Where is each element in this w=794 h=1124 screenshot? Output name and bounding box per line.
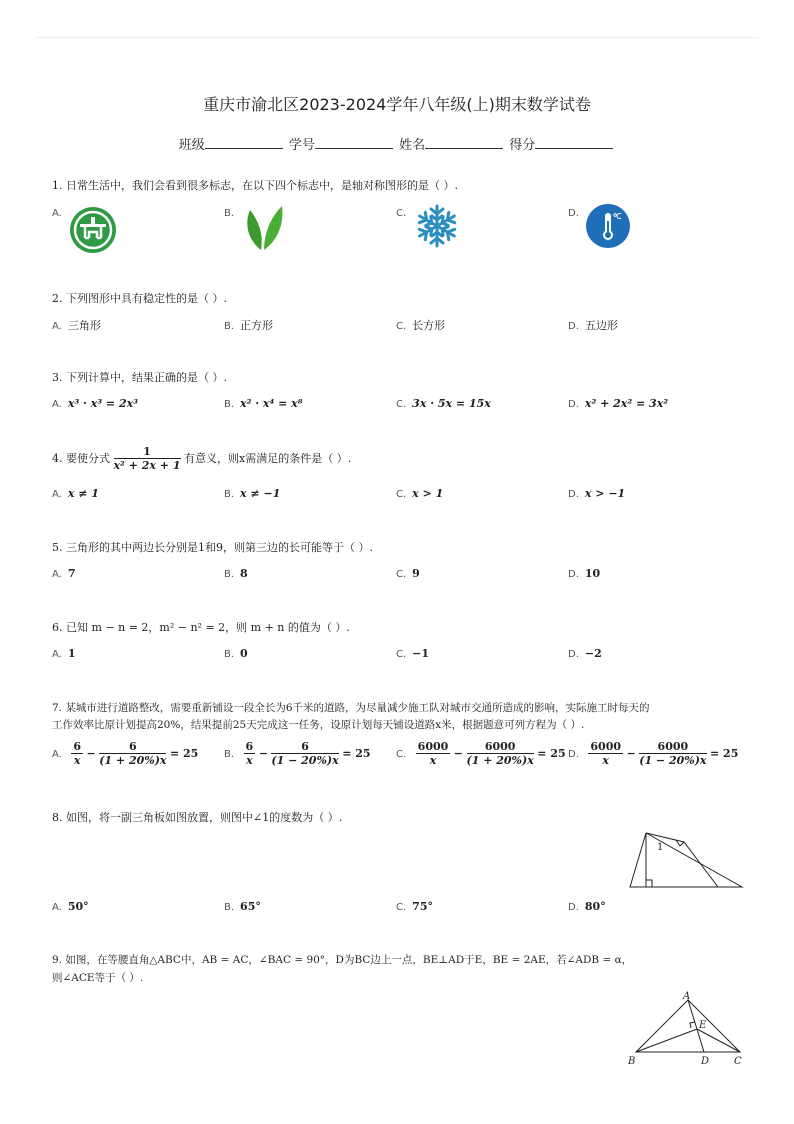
question-7-line-2: 工作效率比原计划提高20%，结果提前25天完成这一任务，设原计划每天铺设道路x米，根据题意可列方程为（ ）. (52, 719, 585, 731)
q8-text-a: 50° (67, 900, 89, 913)
q6-label-b: B. (224, 649, 235, 660)
page-title: 重庆市渝北区2023-2024学年八年级(上)期末数学试卷 (203, 95, 591, 114)
q4-label-b: B. (224, 489, 235, 500)
q7d-minus: − (626, 747, 636, 760)
q8-option-d[interactable] (568, 900, 606, 913)
q3-option-d[interactable] (568, 397, 668, 410)
q8-option-c[interactable] (396, 900, 433, 913)
green-leaves-icon (242, 200, 284, 252)
q6-option-b[interactable] (224, 647, 248, 660)
q6-option-d[interactable] (568, 647, 602, 660)
q7c-num-1: 6000 (417, 740, 449, 753)
question-2-text: 2. 下列图形中具有稳定性的是（ ）. (52, 292, 227, 305)
q3-option-b[interactable] (224, 397, 303, 410)
question-8-text: 8. 如图，将一副三角板如图放置，则图中∠1的度数为（ ）. (52, 811, 343, 824)
q3-text-b: x² · x⁴ = x⁸ (240, 397, 303, 410)
point-e-label: E (699, 1020, 707, 1031)
q7a-num-1: 6 (73, 740, 81, 753)
q6-label-c: C. (396, 649, 407, 660)
q1-label-d: D. (568, 208, 579, 219)
q3-label-b: B. (224, 399, 235, 410)
q2-text-c: 长方形 (412, 319, 446, 332)
q7d-frac-1 (588, 740, 623, 768)
q4-option-d[interactable] (568, 487, 625, 500)
q8-option-b[interactable] (224, 900, 261, 913)
q4-option-a[interactable] (52, 487, 99, 500)
thermometer-circle-icon (585, 203, 631, 249)
q7-label-b: B. (224, 749, 235, 760)
q7c-den-2: (1 + 20%)x (466, 754, 534, 767)
q7b-frac-2 (271, 740, 338, 768)
q5-label-c: C. (396, 569, 407, 580)
q4-frac-den: x² + 2x + 1 (113, 459, 181, 472)
q8-angle-label: 1 (657, 842, 664, 853)
q2-option-c[interactable] (396, 317, 445, 333)
q4-fraction (114, 445, 181, 473)
q6-text-a: 1 (67, 647, 76, 660)
q7b-num-2: 6 (271, 740, 338, 754)
q7a-den-2: (1 + 20%)x (99, 754, 167, 767)
q2-label-d: D. (568, 321, 579, 332)
q1-option-c[interactable] (396, 206, 412, 219)
q5-option-d[interactable] (568, 567, 600, 580)
triangle-rulers-diagram (626, 830, 744, 890)
q7a-den-1: x (73, 754, 81, 767)
point-c-label: C (734, 1056, 742, 1067)
isosceles-right-triangle-diagram (628, 996, 744, 1058)
q4-text-b: x ≠ −1 (240, 487, 281, 500)
q4-text-d: x > −1 (584, 487, 626, 500)
q2-option-b[interactable] (224, 317, 273, 333)
q6-label-a: A. (52, 649, 62, 660)
q7d-num-2: 6000 (639, 740, 706, 754)
q2-text-b: 正方形 (240, 319, 274, 332)
q2-text-a: 三角形 (67, 319, 101, 332)
top-rule (36, 37, 758, 38)
q8-label-c: C. (396, 902, 407, 913)
score-blank[interactable] (535, 136, 613, 149)
q7d-num-1: 6000 (590, 740, 622, 753)
q2-label-a: A. (52, 321, 62, 332)
q1-option-d[interactable] (568, 206, 585, 219)
q5-text-d: 10 (584, 567, 601, 580)
q3-option-c[interactable] (396, 397, 491, 410)
q3-option-a[interactable] (52, 397, 138, 410)
question-9-line-2: 则∠ACE等于（ ）. (52, 972, 144, 984)
q7d-den-2: (1 − 20%)x (639, 754, 707, 767)
snowflake-icon (414, 203, 460, 249)
q1-option-b[interactable] (224, 206, 240, 219)
name-label: 姓名 (399, 138, 426, 153)
question-3-text: 3. 下列计算中，结果正确的是（ ）. (52, 371, 227, 384)
q7b-den-2: (1 − 20%)x (271, 754, 339, 767)
q4-frac-num: 1 (114, 445, 181, 459)
student-info-line (0, 134, 794, 153)
q5-text-c: 9 (412, 567, 420, 580)
name-blank[interactable] (425, 136, 503, 149)
q7-label-c: C. (396, 749, 407, 760)
q3-label-c: C. (396, 399, 407, 410)
q5-label-b: B. (224, 569, 235, 580)
q5-label-a: A. (52, 569, 62, 580)
q2-label-c: C. (396, 321, 407, 332)
q5-option-b[interactable] (224, 567, 248, 580)
q7a-frac-2 (99, 740, 166, 768)
q7-label-d: D. (568, 749, 579, 760)
question-9-line-1: 9. 如图，在等腰直角△ABC中，AB = AC，∠BAC = 90°，D为BC边上一点，BE⊥AD于E，BE = 2AE，若∠ADB = α， (52, 954, 633, 966)
q4-option-b[interactable] (224, 487, 280, 500)
q7c-minus: − (453, 747, 464, 760)
q6-text-d: −2 (584, 647, 602, 660)
q4-text-a: x ≠ 1 (67, 487, 99, 500)
question-6-text: 6. 已知 m − n = 2，m² − n² = 2，则 m + n 的值为（ ）. (52, 621, 350, 634)
q7-option-a[interactable] (52, 740, 198, 768)
q5-text-b: 8 (240, 567, 248, 580)
point-b-label: B (628, 1056, 636, 1067)
q7c-den-1: x (429, 754, 437, 767)
q4-label-c: C. (396, 489, 407, 500)
q7b-minus: − (258, 747, 268, 760)
q8-label-a: A. (52, 902, 62, 913)
q7c-frac-1 (416, 740, 451, 768)
q7b-frac-1 (244, 740, 256, 768)
q4-text-c: x > 1 (412, 487, 444, 500)
q3-label-d: D. (568, 399, 579, 410)
q7d-den-1: x (602, 754, 609, 767)
class-label: 班级 (178, 138, 205, 153)
q7a-num-2: 6 (99, 740, 166, 754)
q3-label-a: A. (52, 399, 62, 410)
q6-option-a[interactable] (52, 647, 76, 660)
q8-label-d: D. (568, 902, 579, 913)
q8-label-b: B. (224, 902, 235, 913)
q7b-num-1: 6 (245, 740, 254, 753)
q5-option-c[interactable] (396, 567, 420, 580)
q7b-den-1: x (246, 754, 253, 767)
q3-text-c: 3x · 5x = 15x (412, 397, 491, 410)
q3-text-a: x³ · x³ = 2x³ (67, 397, 138, 410)
point-d-label: D (701, 1056, 710, 1067)
q7c-frac-2 (467, 740, 534, 768)
q8-text-c: 75° (412, 900, 433, 913)
q6-label-d: D. (568, 649, 579, 660)
q7d-frac-2 (639, 740, 706, 768)
q7-option-b[interactable] (224, 740, 371, 768)
q4-text-pre: 4. 要使分式 (52, 452, 110, 465)
q7a-eq: = 25 (169, 747, 199, 760)
q1-label-c: C. (396, 208, 407, 219)
q4-label-a: A. (52, 489, 62, 500)
q1-label-a: A. (52, 208, 62, 219)
q4-label-d: D. (568, 489, 579, 500)
score-label: 得分 (509, 138, 536, 153)
q7d-eq: = 25 (710, 747, 739, 760)
green-circle-logo-icon (68, 205, 118, 255)
q5-option-a[interactable] (52, 567, 76, 580)
q2-option-d[interactable] (568, 317, 618, 333)
q7b-eq: = 25 (342, 747, 371, 760)
q8-text-b: 65° (240, 900, 261, 913)
class-blank[interactable] (205, 136, 283, 149)
q7a-minus: − (86, 747, 96, 760)
q4-text-post: 有意义，则x需满足的条件是（ ）. (184, 452, 352, 465)
point-a-label: A (683, 991, 691, 1002)
q7a-frac-1 (71, 740, 83, 768)
question-4-text (52, 445, 351, 473)
q4-option-c[interactable] (396, 487, 443, 500)
q7-option-c[interactable] (396, 740, 566, 768)
q7c-num-2: 6000 (467, 740, 534, 754)
id-label: 学号 (288, 138, 315, 153)
q6-text-c: −1 (412, 647, 430, 660)
q1-label-b: B. (224, 208, 235, 219)
q3-text-d: x² + 2x² = 3x² (584, 397, 669, 410)
id-blank[interactable] (315, 136, 393, 149)
question-7-line-1: 7. 某城市进行道路整改，需要重新铺设一段全长为6千米的道路，为尽量减少施工队对城市交通所造成的影响，实际施工时每天的 (52, 702, 650, 714)
q2-text-d: 五边形 (584, 319, 618, 332)
question-5-text: 5. 三角形的其中两边长分别是1和9，则第三边的长可能等于（ ）. (52, 541, 373, 554)
q8-option-a[interactable] (52, 900, 89, 913)
q7c-eq: = 25 (537, 747, 566, 760)
q2-option-a[interactable] (52, 317, 101, 333)
q6-text-b: 0 (240, 647, 248, 660)
q7-option-d[interactable] (568, 740, 738, 768)
q6-option-c[interactable] (396, 647, 429, 660)
q5-text-a: 7 (67, 567, 76, 580)
q5-label-d: D. (568, 569, 579, 580)
q8-text-d: 80° (584, 900, 606, 913)
question-1-text: 1. 日常生活中，我们会看到很多标志，在以下四个标志中，是轴对称图形的是（ ）. (52, 179, 458, 192)
q2-label-b: B. (224, 321, 235, 332)
q7-label-a: A. (52, 749, 62, 760)
q1-option-a[interactable] (52, 206, 68, 219)
